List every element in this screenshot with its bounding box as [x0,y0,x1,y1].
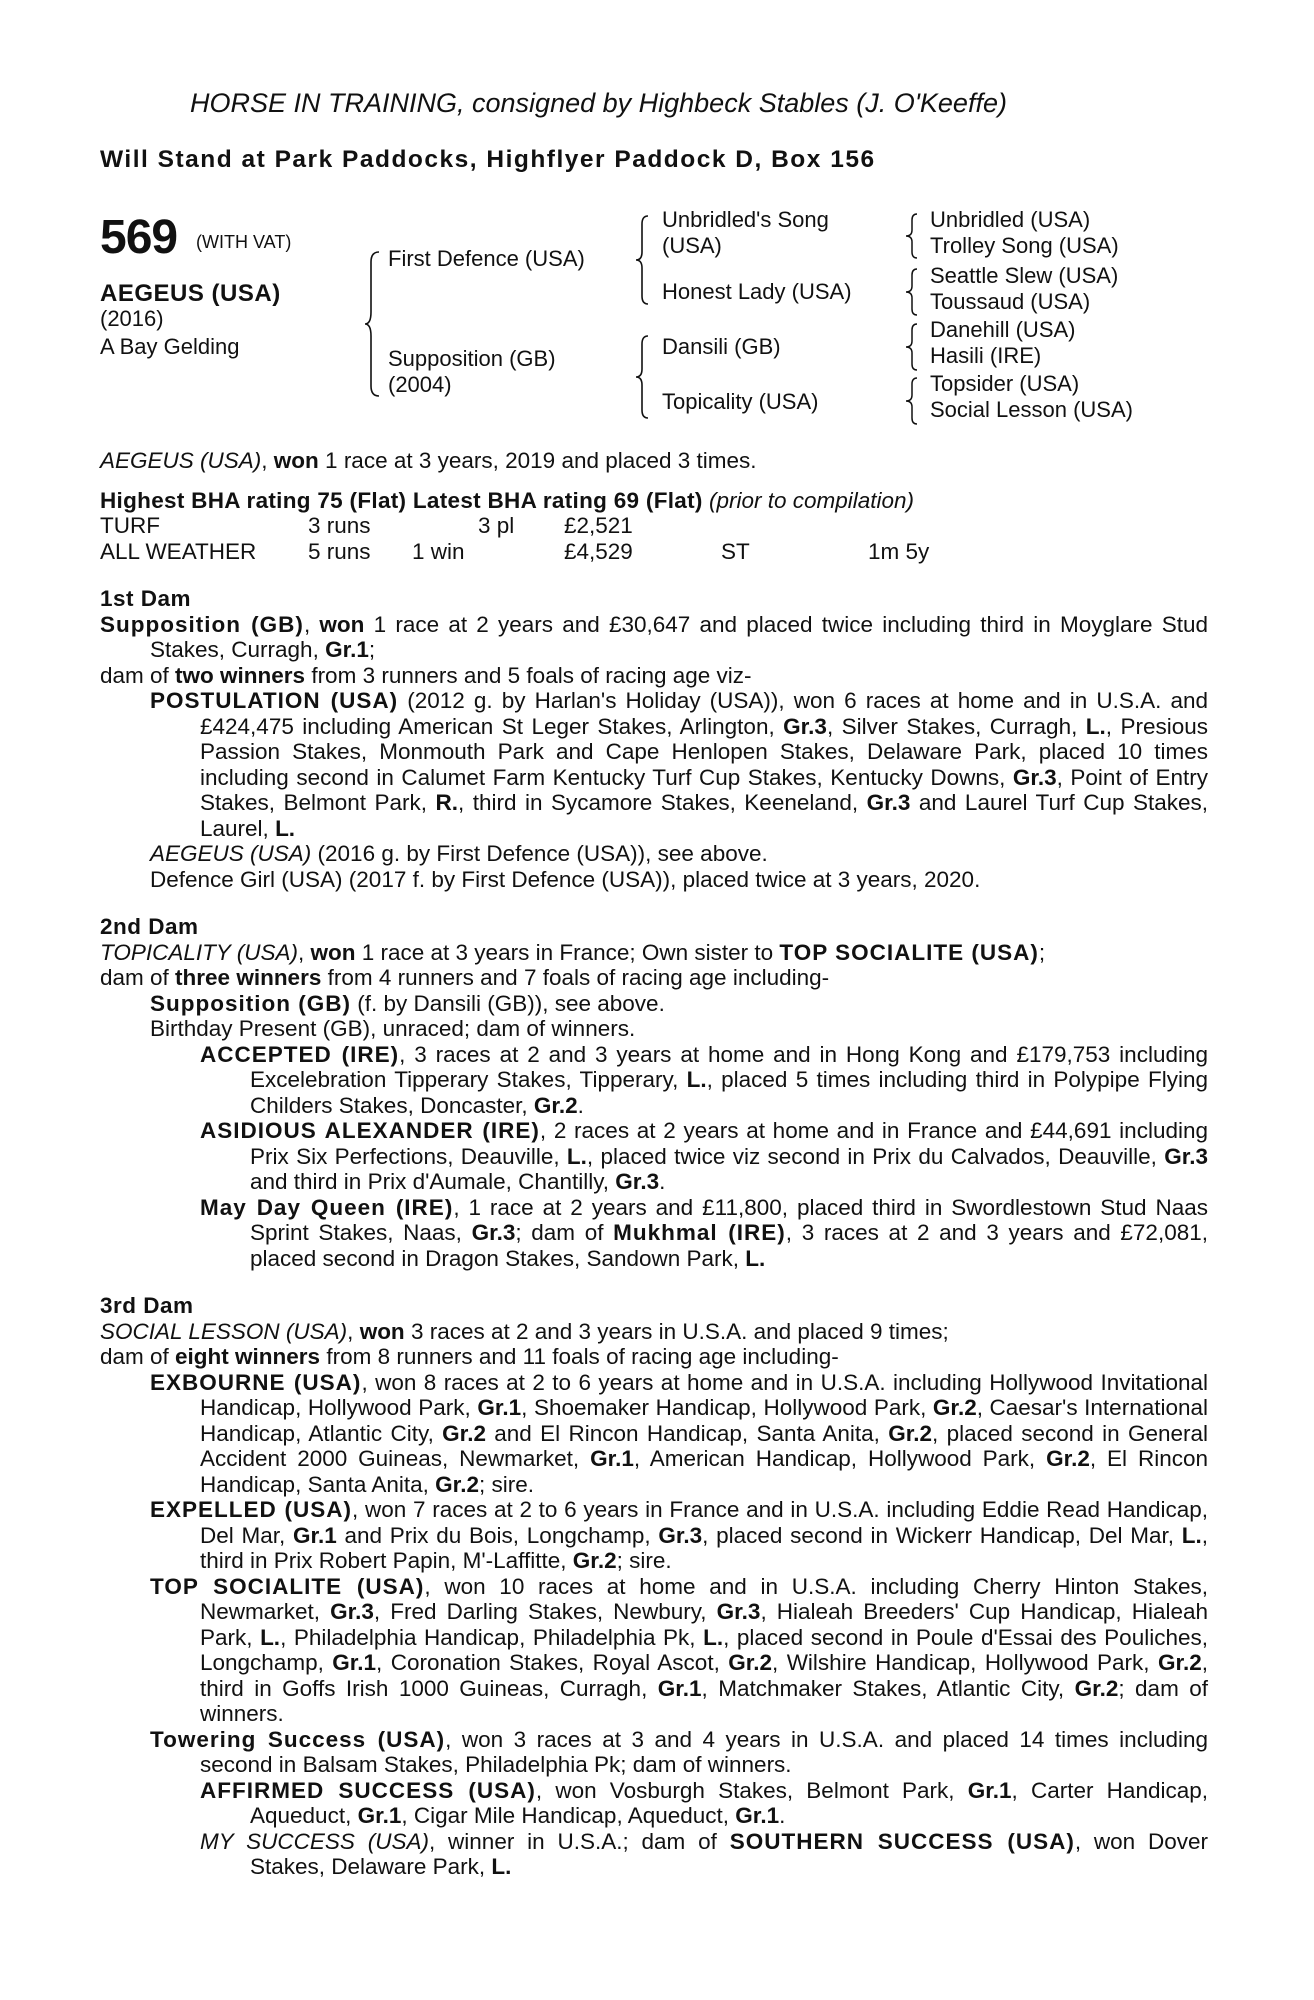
third-dam-heading: 3rd Dam [100,1293,194,1318]
pedigree-brace-g3 [906,322,920,372]
produce-birthday-present: Birthday Present (GB), unraced; dam of winners. [150,1016,636,1041]
consignor-heading: HORSE IN TRAINING, consigned by Highbeck Stables (J. O'Keeffe) [190,88,1007,118]
produce-aegeus: AEGEUS (USA) (2016 g. by First Defence (USA)), see above. [150,841,768,866]
pedigree-brace-g2 [906,267,920,317]
pedigree-brace-dam [636,334,652,420]
first-dam-entry: Supposition (GB), won 1 race at 2 years and £30,647 and placed twice including third in Moyglare Stud Stakes, Curragh, Gr.1; [100,611,1209,662]
second-dam-produce: dam of three winners from 4 runners and 7 foals of racing age including- [100,965,830,990]
dam-year: (2004) [388,372,452,397]
produce-accepted: ACCEPTED (IRE), 3 races at 2 and 3 years at home and in Hong Kong and £179,753 including Excelebration Tipperary Stakes, Tipperary, L., placed 5 times including third in Polypipe Flying Childers Stakes, Doncaster, Gr.2. [200,1041,1208,1118]
produce-may-day-queen: May Day Queen (IRE), 1 race at 2 years and £11,800, placed third in Swordlestown Stud Naas Sprint Stakes, Naas, Gr.3; dam of Mukhmal (IRE), 3 races at 2 and 3 years and £72,081, placed second in Dragon Stakes, Sandown Park, L. [200,1194,1208,1271]
all-weather-record: ALL WEATHER 5 runs 1 win £4,529 ST 1m 5y [100,538,930,564]
horse-name: AEGEUS (USA) [100,280,281,307]
produce-supposition: Supposition (GB) (f. by Dansili (GB)), see above. [150,990,665,1016]
first-dam-produce: dam of two winners from 3 runners and 5 foals of racing age viz- [100,662,752,688]
pedigree-notes [100,448,1208,1880]
produce-asidious-alexander: ASIDIOUS ALEXANDER (IRE), 2 races at 2 years at home and in France and £44,691 including Prix Six Perfections, Deauville, L., placed twice viz second in Prix du Calvados, Deauville, Gr.3 and third in Prix d'Aumale, Chantilly, Gr.3. [200,1118,1208,1194]
pedigree-brace-main [365,250,385,398]
bha-ratings: Highest BHA rating 75 (Flat) Latest BHA rating 69 (Flat) (prior to compilation) [100,487,915,513]
pedigree-brace-g1 [906,212,920,260]
pedigree-g5: Danehill (USA) [930,317,1076,342]
pedigree-g7: Topsider (USA) [930,371,1080,396]
produce-affirmed-success: AFFIRMED SUCCESS (USA), won Vosburgh Stakes, Belmont Park, Gr.1, Carter Handicap, Aqueduct, Gr.1, Cigar Mile Handicap, Aqueduct, Gr.1. [200,1777,1208,1828]
third-dam-entry: SOCIAL LESSON (USA), won 3 races at 2 and 3 years in U.S.A. and placed 9 times; [100,1318,949,1344]
sire-dam: Honest Lady (USA) [662,279,852,304]
second-dam-entry: TOPICALITY (USA), won 1 race at 3 years in France; Own sister to TOP SOCIALITE (USA); [100,939,1046,965]
pedigree-g6: Hasili (IRE) [930,343,1042,368]
lot-number: 569 [100,211,178,264]
produce-postulation: POSTULATION (USA) (2012 g. by Harlan's Holiday (USA)), won 6 races at home and in U.S.A. and £424,475 including American St Leger Stakes, Arlington, Gr.3, Silver Stakes, Curragh, L., Presious Passion Stakes, Monmouth Park and Cape Henlopen Stakes, Delaware Park, placed 10 times including second in Calumet Farm Kentucky Turf Cup Stakes, Kentucky Downs, Gr.3, Point of Entry Stakes, Belmont Park, R., third in Sycamore Stakes, Keeneland, Gr.3 and Laurel Turf Cup Stakes, Laurel, L. [150,688,1208,841]
third-dam-produce: dam of eight winners from 8 runners and 11 foals of racing age including- [100,1344,839,1369]
pedigree-brace-sire [636,214,652,306]
pedigree-g1: Unbridled (USA) [930,207,1091,232]
produce-towering-success: Towering Success (USA), won 3 races at 3 and 4 years in U.S.A. and placed 14 times including second in Balsam Stakes, Philadelphia Pk; dam of winners. [150,1726,1208,1777]
dam-dam: Topicality (USA) [662,389,819,414]
stable-location: Will Stand at Park Paddocks, Highflyer Paddock D, Box 156 [100,146,876,173]
produce-expelled: EXPELLED (USA), won 7 races at 2 to 6 years in France and in U.S.A. including Eddie Read Handicap, Del Mar, Gr.1 and Prix du Bois, Longchamp, Gr.3, placed second in Wickerr Handicap, Del Mar, L., third in Prix Robert Papin, M'-Laffitte, Gr.2; sire. [150,1497,1209,1573]
produce-top-socialite: TOP SOCIALITE (USA), won 10 races at home and in U.S.A. including Cherry Hinton Stakes, Newmarket, Gr.3, Fred Darling Stakes, Newbury, Gr.3, Hialeah Breeders' Cup Handicap, Hialeah Park, L., Philadelphia Handicap, Philadelphia Pk, L., placed second in Poule d'Essai des Pouliches, Longchamp, Gr.1, Coronation Stakes, Royal Ascot, Gr.2, Wilshire Handicap, Hollywood Park, Gr.2, third in Goffs Irish 1000 Guineas, Curragh, Gr.1, Matchmaker Stakes, Atlantic City, Gr.2; dam of winners. [150,1573,1209,1726]
horse-description: A Bay Gelding [100,334,240,359]
turf-record: TURF 3 runs 3 pl £2,521 [100,513,633,538]
produce-exbourne: EXBOURNE (USA), won 8 races at 2 to 6 years at home and in U.S.A. including Hollywood Invitational Handicap, Hollywood Park, Gr.1, Shoemaker Handicap, Hollywood Park, Gr.2, Caesar's International Handicap, Atlantic City, Gr.2 and El Rincon Handicap, Santa Anita, Gr.2, placed second in General Accident 2000 Guineas, Newmarket, Gr.1, American Handicap, Hollywood Park, Gr.2, El Rincon Handicap, Santa Anita, Gr.2; sire. [150,1369,1209,1497]
pedigree-brace-g4 [906,376,920,426]
pedigree-g3: Seattle Slew (USA) [930,263,1119,288]
pedigree-g2: Trolley Song (USA) [930,233,1119,258]
pedigree-g8: Social Lesson (USA) [930,397,1133,422]
first-dam-heading: 1st Dam [100,586,192,611]
pedigree-g4: Toussaud (USA) [930,289,1091,314]
dam-sire: Dansili (GB) [662,334,781,359]
sire-sire: Unbridled's Song [662,207,829,232]
sire-sire-country: (USA) [662,233,722,258]
race-summary: AEGEUS (USA), won 1 race at 3 years, 2019 and placed 3 times. [100,448,757,473]
foaling-year: (2016) [100,306,164,331]
sire: First Defence (USA) [388,246,585,271]
produce-my-success: MY SUCCESS (USA), winner in U.S.A.; dam of SOUTHERN SUCCESS (USA), won Dover Stakes, Delaware Park, L. [200,1828,1208,1879]
dam: Supposition (GB) [388,346,556,371]
vat-note: (WITH VAT) [196,232,292,252]
second-dam-heading: 2nd Dam [100,914,199,939]
produce-defence-girl: Defence Girl (USA) (2017 f. by First Defence (USA)), placed twice at 3 years, 2020. [150,866,981,892]
